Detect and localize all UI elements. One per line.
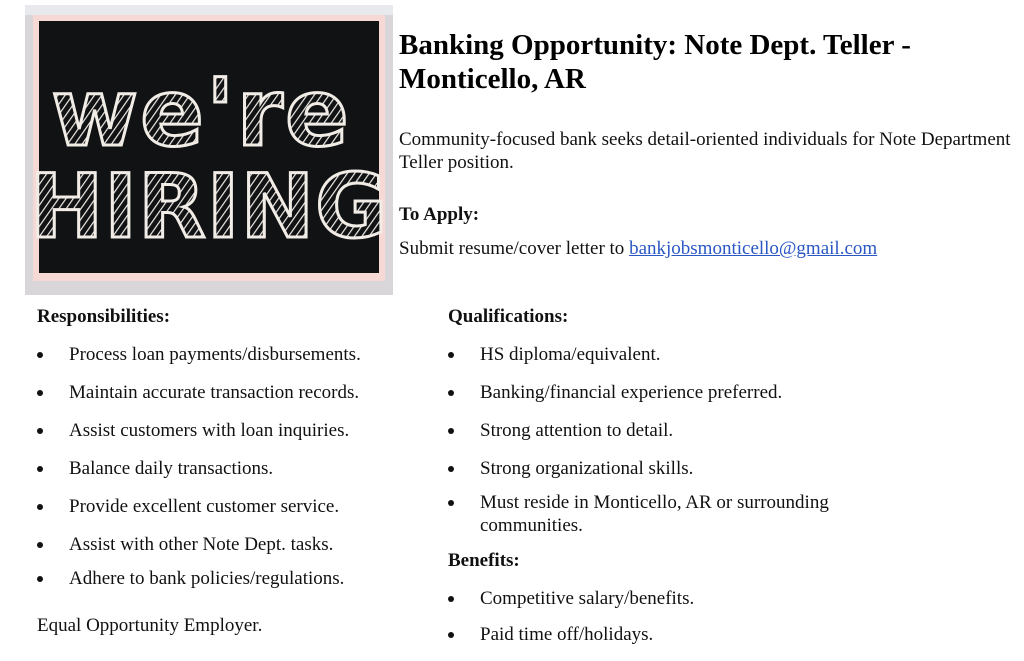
list-item-text: Strong organizational skills. <box>480 458 694 479</box>
bullet-icon <box>37 576 43 582</box>
bullet-icon <box>448 500 454 506</box>
list-item <box>448 343 918 366</box>
list-item-text: Maintain accurate transaction records. <box>69 382 360 403</box>
bullet-icon <box>37 542 43 548</box>
list-item-text: Assist with other Note Dept. tasks. <box>69 534 334 555</box>
responsibilities-heading: Responsibilities: <box>37 306 171 327</box>
apply-heading: To Apply: <box>399 204 480 225</box>
list-item-text: Balance daily transactions. <box>69 458 274 479</box>
bullet-icon <box>37 390 43 396</box>
bullet-icon <box>37 504 43 510</box>
bullet-icon <box>448 428 454 434</box>
benefits-heading: Benefits: <box>448 550 520 571</box>
bullet-icon <box>448 466 454 472</box>
bullet-icon <box>448 390 454 396</box>
list-item <box>448 623 918 646</box>
hiring-sign-image <box>25 5 393 295</box>
email-link[interactable]: bankjobsmonticello@gmail.com <box>629 238 878 259</box>
list-item <box>37 381 437 404</box>
equal-opportunity-note: Equal Opportunity Employer. <box>37 615 263 636</box>
list-item <box>448 457 918 480</box>
list-item <box>37 419 437 442</box>
list-item-text: Paid time off/holidays. <box>480 624 654 645</box>
list-item-text: Process loan payments/disbursements. <box>69 344 361 365</box>
intro-text: Community-focused bank seeks detail-oriented individuals for Note Department Teller position. <box>399 129 1011 173</box>
bullet-icon <box>448 632 454 638</box>
list-item <box>37 533 437 556</box>
list-item <box>448 381 918 404</box>
list-item <box>448 587 918 610</box>
list-item-text: Strong attention to detail. <box>480 420 674 441</box>
qualifications-heading: Qualifications: <box>448 306 569 327</box>
benefits-list <box>448 587 918 646</box>
bullet-icon <box>37 466 43 472</box>
bullet-icon <box>448 352 454 358</box>
apply-prefix: Submit resume/cover letter to <box>399 238 630 259</box>
bullet-icon <box>448 596 454 602</box>
list-item <box>448 419 918 442</box>
list-item <box>37 343 437 366</box>
list-item-text: Assist customers with loan inquiries. <box>69 420 350 441</box>
list-item-text: Must reside in Monticello, AR or surrounding communities. <box>480 492 829 536</box>
page-title: Banking Opportunity: Note Dept. Teller - Monticello, AR <box>399 29 911 95</box>
list-item <box>37 495 437 518</box>
list-item <box>37 457 437 480</box>
list-item-text: Competitive salary/benefits. <box>480 588 695 609</box>
apply-instructions <box>399 237 877 260</box>
bullet-icon <box>37 352 43 358</box>
hiring-sign-lettering <box>25 5 393 295</box>
responsibilities-list <box>37 343 437 590</box>
sign-text-were: we're <box>51 59 351 168</box>
list-item <box>37 567 437 590</box>
sign-text-hiring: HIRING <box>29 155 389 258</box>
list-item-text: Adhere to bank policies/regulations. <box>69 568 345 589</box>
qualifications-list <box>448 343 918 537</box>
list-item <box>448 491 918 537</box>
list-item-text: Provide excellent customer service. <box>69 496 340 517</box>
list-item-text: Banking/financial experience preferred. <box>480 382 783 403</box>
list-item-text: HS diploma/equivalent. <box>480 344 661 365</box>
bullet-icon <box>37 428 43 434</box>
